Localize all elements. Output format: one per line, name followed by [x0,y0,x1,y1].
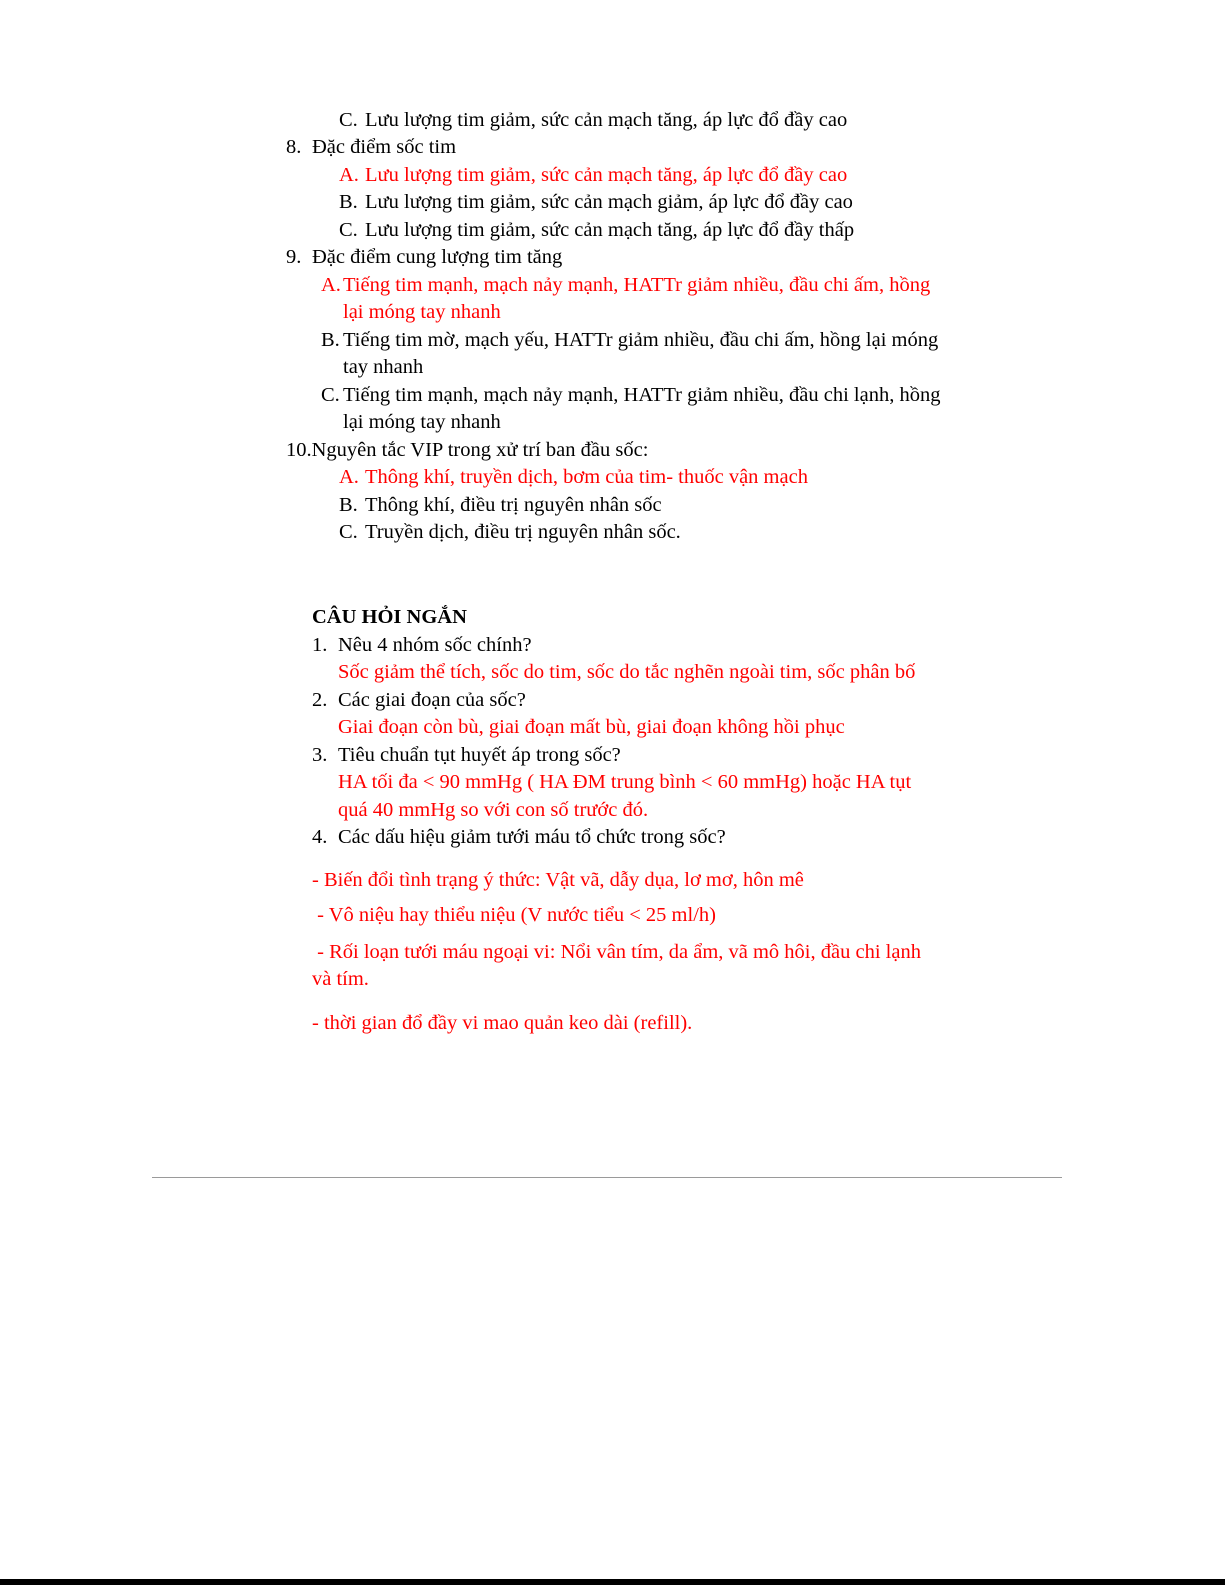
option-text: Lưu lượng tim giảm, sức cản mạch tăng, áp lực đổ đầy cao [365,164,848,186]
short-q4-answer-1: - Biến đổi tình trạng ý thức: Vật vã, dẫy dụa, lơ mơ, hôn mê [312,869,804,891]
q8-option-b [339,188,853,216]
short-q4-answer-3-cont: và tím. [312,968,369,990]
option-text: Lưu lượng tim giảm, sức cản mạch tăng, áp lực đổ đầy cao [365,109,848,131]
short-q3-answer-line2: quá 40 mmHg so với con số trước đó. [338,799,649,821]
q8-option-a [339,161,847,189]
page-divider [152,1177,1062,1178]
option-text: Tiếng tim mờ, mạch yếu, HATTr giảm nhiều, đầu chi ấm, hồng lại móng [343,329,939,351]
short-q4-answer-4: - thời gian đổ đầy vi mao quản keo dài (refill). [312,1012,693,1034]
option-text: Truyền dịch, điều trị nguyên nhân sốc. [365,521,681,543]
question-text: Các giai đoạn của sốc? [338,689,526,711]
short-q3-question [312,741,621,769]
q8-question [286,133,456,161]
short-q4-answer-2: - Vô niệu hay thiểu niệu (V nước tiểu < 25 ml/h) [312,904,716,926]
q9-option-b-cont: tay nhanh [343,356,424,378]
question-number: 8. [286,136,302,158]
option-letter: C. [339,219,358,241]
short-questions-heading: CÂU HỎI NGẮN [312,606,467,628]
q10-question [286,436,648,464]
question-text: Tiêu chuẩn tụt huyết áp trong sốc? [338,744,621,766]
q10-option-b [339,491,662,519]
q9-question [286,243,562,271]
option-text: Lưu lượng tim giảm, sức cản mạch tăng, áp lực đổ đầy thấp [365,219,855,241]
option-letter: B. [321,329,340,351]
option-letter: C. [321,384,340,406]
option-text: Thông khí, truyền dịch, bơm của tim- thuốc vận mạch [365,466,808,488]
option-text: Thông khí, điều trị nguyên nhân sốc [365,494,662,516]
option-letter: C. [339,109,358,131]
question-number: 3. [312,744,328,766]
question-text: Đặc điểm cung lượng tim tăng [312,246,563,268]
question-number: 1. [312,634,328,656]
q9-option-a [321,271,930,299]
option-letter: A. [339,164,359,186]
option-letter: A. [321,274,341,296]
short-q4-answer-3: - Rối loạn tưới máu ngoại vi: Nổi vân tím, da ẩm, vã mô hôi, đầu chi lạnh [312,941,921,963]
bottom-edge-bar [0,1579,1225,1585]
question-number: 10. [286,439,312,461]
option-letter: C. [339,521,358,543]
option-text: Lưu lượng tim giảm, sức cản mạch giảm, áp lực đổ đầy cao [365,191,853,213]
q10-option-a [339,463,808,491]
q9-option-c [321,381,940,409]
short-q1-answer: Sốc giảm thể tích, sốc do tim, sốc do tắc nghẽn ngoài tim, sốc phân bố [338,661,916,683]
short-q2-question [312,686,526,714]
question-number: 4. [312,826,328,848]
question-text: Nêu 4 nhóm sốc chính? [338,634,532,656]
option-text: Tiếng tim mạnh, mạch nảy mạnh, HATTr giảm nhiều, đầu chi lạnh, hồng [343,384,941,406]
q7-option-c [339,106,847,134]
q9-option-b [321,326,938,354]
question-text: Các dấu hiệu giảm tưới máu tổ chức trong sốc? [338,826,726,848]
question-number: 9. [286,246,302,268]
q9-option-c-cont: lại móng tay nhanh [343,411,501,433]
short-q4-question [312,823,726,851]
option-text: Tiếng tim mạnh, mạch nảy mạnh, HATTr giảm nhiều, đầu chi ấm, hồng [343,274,931,296]
short-q2-answer: Giai đoạn còn bù, giai đoạn mất bù, giai đoạn không hồi phục [338,716,845,738]
question-number: 2. [312,689,328,711]
option-letter: A. [339,466,359,488]
option-letter: B. [339,191,358,213]
q9-option-a-cont: lại móng tay nhanh [343,301,501,323]
short-q1-question [312,631,532,659]
short-q3-answer-line1: HA tối đa < 90 mmHg ( HA ĐM trung bình < 60 mmHg) hoặc HA tụt [338,771,912,793]
question-text: Nguyên tắc VIP trong xử trí ban đầu sốc: [311,439,649,461]
option-letter: B. [339,494,358,516]
q10-option-c [339,518,681,546]
q8-option-c [339,216,854,244]
question-text: Đặc điểm sốc tim [312,136,457,158]
